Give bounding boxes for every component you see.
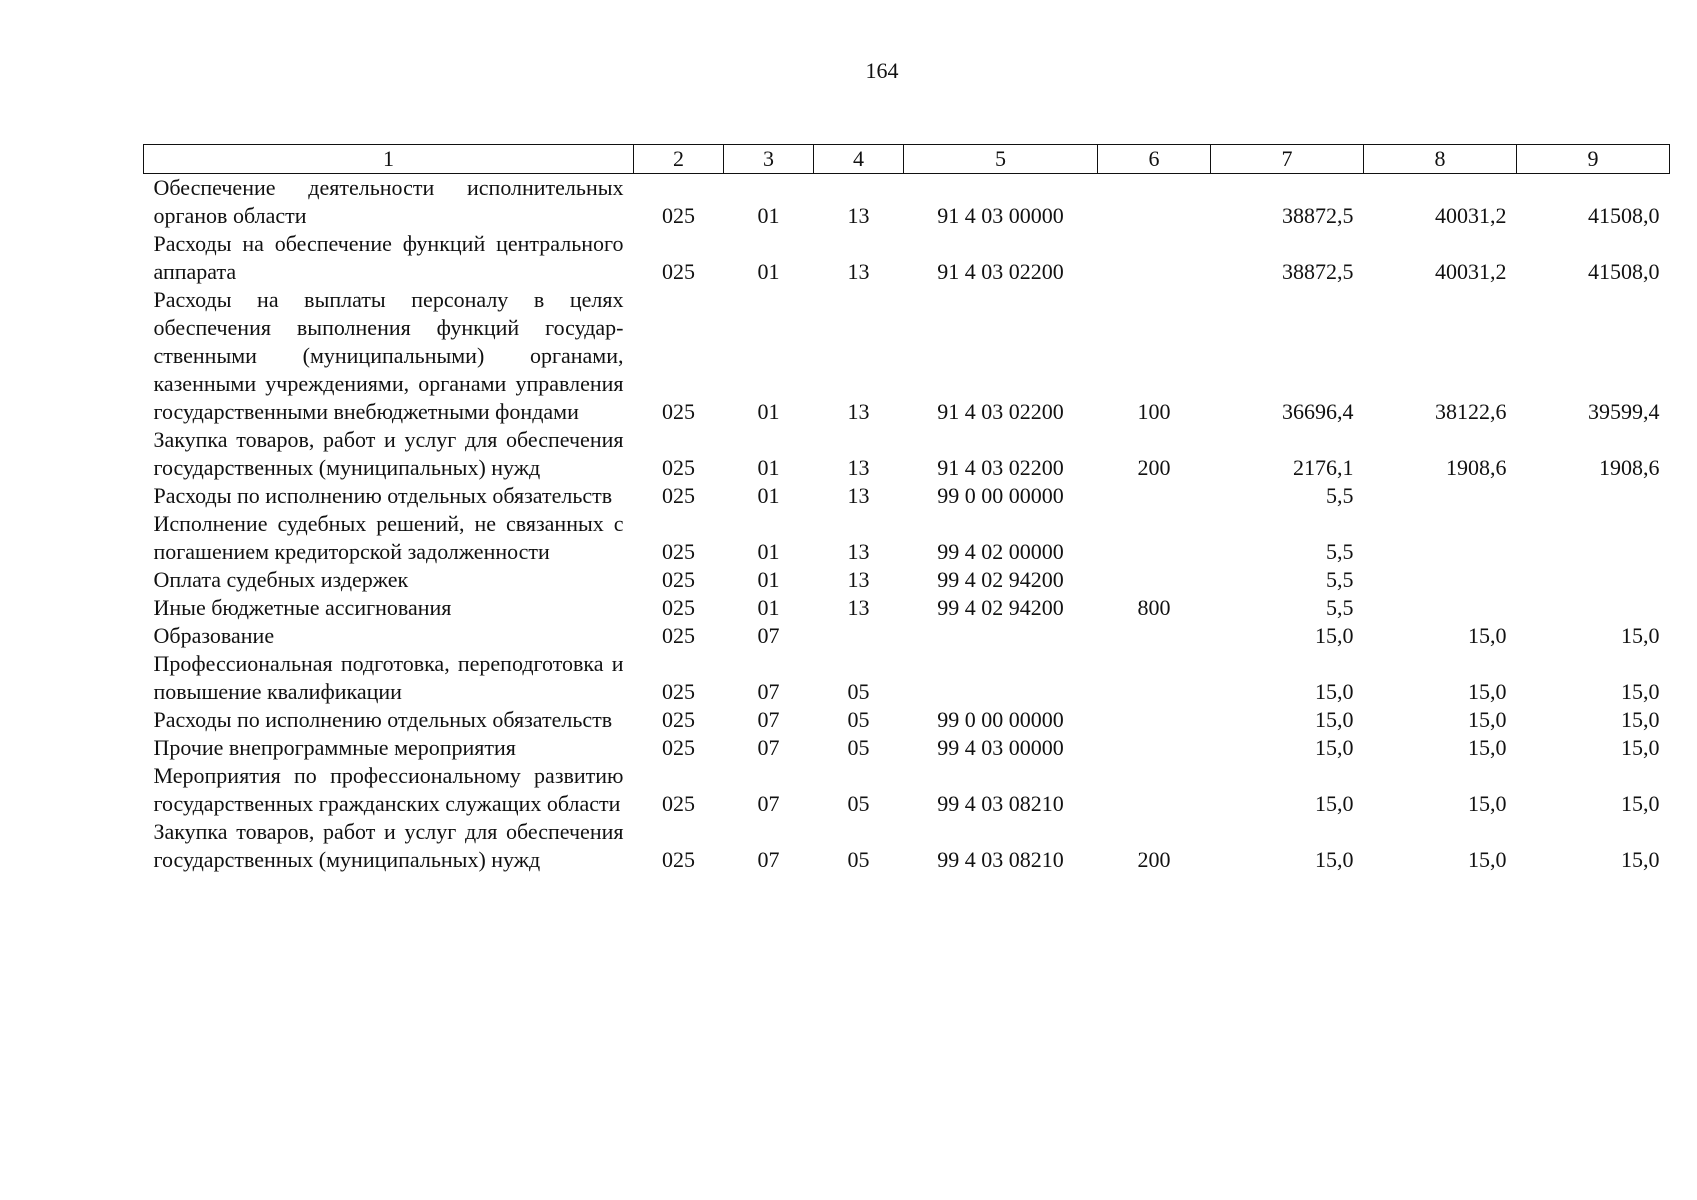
- cell-col-2: 025: [662, 791, 695, 816]
- cell-col-5: 91 4 03 02200: [937, 455, 1064, 480]
- row-title: Расходы по исполнению отдельных обязательств: [153, 483, 613, 508]
- cell-col-6: [1098, 482, 1211, 510]
- cell-col-7: 5,5: [1326, 567, 1354, 592]
- cell-col-4: 05: [847, 707, 870, 732]
- cell-col-9: [1517, 594, 1670, 622]
- cell-col-5: 91 4 03 02200: [937, 399, 1064, 424]
- row-title: Иные бюджетные ассигнования: [153, 595, 452, 620]
- table-header: [144, 145, 1670, 174]
- cell-col-8: 15,0: [1468, 679, 1507, 704]
- cell-col-2: 025: [662, 567, 695, 592]
- cell-col-8: [1364, 594, 1517, 622]
- cell-col-3: 01: [757, 259, 780, 284]
- table-row: [144, 622, 1670, 650]
- table-row: [144, 762, 1670, 818]
- cell-col-6: 200: [1137, 847, 1171, 872]
- cell-col-8: [1364, 510, 1517, 566]
- table-row: [144, 286, 1670, 426]
- cell-col-9: 15,0: [1621, 735, 1660, 760]
- cell-col-5: [904, 622, 1098, 650]
- cell-col-3: 07: [757, 791, 780, 816]
- cell-col-4: 13: [847, 203, 870, 228]
- cell-col-6: 100: [1137, 399, 1171, 424]
- cell-col-4: 13: [847, 259, 870, 284]
- cell-col-6: [1098, 510, 1211, 566]
- cell-col-8: 15,0: [1468, 791, 1507, 816]
- cell-col-2: 025: [662, 735, 695, 760]
- table-row: [144, 426, 1670, 482]
- cell-col-9: 15,0: [1621, 623, 1660, 648]
- cell-col-7: 15,0: [1315, 679, 1354, 704]
- row-title: Мероприятия по профессиональному развитию государственных гражданских служащих области: [153, 763, 624, 816]
- table-row: [144, 174, 1670, 231]
- header-row: [144, 145, 1670, 174]
- cell-col-3: 01: [757, 483, 780, 508]
- cell-col-5: 99 4 03 08210: [937, 847, 1064, 872]
- cell-col-4: 13: [847, 399, 870, 424]
- header-col-1: 1: [144, 145, 634, 174]
- row-title: Исполнение судебных решений, не связанных с погашением кредиторской задолженности: [153, 511, 624, 564]
- header-col-5: 5: [904, 145, 1098, 174]
- cell-col-3: 01: [757, 595, 780, 620]
- table-row: [144, 566, 1670, 594]
- table-row: [144, 734, 1670, 762]
- cell-col-8: 40031,2: [1435, 259, 1507, 284]
- header-col-8: 8: [1364, 145, 1517, 174]
- cell-col-7: 15,0: [1315, 735, 1354, 760]
- cell-col-8: 15,0: [1468, 847, 1507, 872]
- row-title: Профессиональная подготовка, переподготовка и повышение квалификации: [153, 651, 624, 704]
- cell-col-8: 38122,6: [1435, 399, 1507, 424]
- cell-col-7: 38872,5: [1282, 203, 1354, 228]
- cell-col-5: 99 4 02 00000: [937, 539, 1064, 564]
- table-row: [144, 510, 1670, 566]
- cell-col-5: 99 0 00 00000: [937, 483, 1064, 508]
- cell-col-5: 91 4 03 00000: [937, 203, 1064, 228]
- cell-col-9: 15,0: [1621, 679, 1660, 704]
- cell-col-2: 025: [662, 595, 695, 620]
- row-title: Прочие внепрограммные мероприятия: [153, 735, 516, 760]
- cell-col-4: [814, 622, 904, 650]
- cell-col-9: [1517, 510, 1670, 566]
- cell-col-5: 99 4 02 94200: [937, 567, 1064, 592]
- cell-col-9: 39599,4: [1588, 399, 1660, 424]
- budget-table: [143, 144, 1670, 874]
- table-row: [144, 230, 1670, 286]
- cell-col-6: [1098, 762, 1211, 818]
- cell-col-7: 2176,1: [1293, 455, 1354, 480]
- cell-col-5: 99 4 02 94200: [937, 595, 1064, 620]
- cell-col-2: 025: [662, 455, 695, 480]
- cell-col-2: 025: [662, 203, 695, 228]
- header-col-3: 3: [724, 145, 814, 174]
- cell-col-7: 15,0: [1315, 847, 1354, 872]
- cell-col-9: 41508,0: [1588, 203, 1660, 228]
- cell-col-7: 15,0: [1315, 791, 1354, 816]
- cell-col-6: [1098, 230, 1211, 286]
- cell-col-3: 01: [757, 539, 780, 564]
- cell-col-4: 05: [847, 847, 870, 872]
- cell-col-9: 15,0: [1621, 707, 1660, 732]
- cell-col-7: 15,0: [1315, 707, 1354, 732]
- cell-col-7: 5,5: [1326, 595, 1354, 620]
- cell-col-7: 5,5: [1326, 539, 1354, 564]
- cell-col-3: 07: [757, 847, 780, 872]
- table-row: [144, 706, 1670, 734]
- cell-col-5: [904, 650, 1098, 706]
- cell-col-7: 38872,5: [1282, 259, 1354, 284]
- cell-col-2: 025: [662, 679, 695, 704]
- cell-col-6: [1098, 650, 1211, 706]
- cell-col-9: 15,0: [1621, 847, 1660, 872]
- cell-col-3: 01: [757, 455, 780, 480]
- cell-col-6: [1098, 622, 1211, 650]
- cell-col-6: [1098, 706, 1211, 734]
- header-col-9: 9: [1517, 145, 1670, 174]
- cell-col-6: 200: [1137, 455, 1171, 480]
- table-body: [144, 174, 1670, 875]
- cell-col-6: 800: [1137, 595, 1171, 620]
- cell-col-8: [1364, 566, 1517, 594]
- row-title: Расходы по исполнению отдельных обязательств: [153, 707, 613, 732]
- cell-col-2: 025: [662, 399, 695, 424]
- cell-col-4: 13: [847, 539, 870, 564]
- cell-col-5: 99 4 03 00000: [937, 735, 1064, 760]
- cell-col-3: 07: [757, 707, 780, 732]
- cell-col-3: 07: [757, 735, 780, 760]
- row-title: Обеспечение деятельности исполнительных органов области: [153, 175, 624, 228]
- cell-col-3: 01: [757, 399, 780, 424]
- header-col-6: 6: [1098, 145, 1211, 174]
- cell-col-2: 025: [662, 539, 695, 564]
- cell-col-8: 15,0: [1468, 623, 1507, 648]
- header-col-2: 2: [634, 145, 724, 174]
- row-title: Расходы на выплаты персоналу в целях обеспечения выполнения функций государственными (муниципальными) органами, казенными учреждениями, органами управления государственными внебюджетными фондами: [153, 287, 624, 424]
- cell-col-3: 01: [757, 567, 780, 592]
- table-row: [144, 594, 1670, 622]
- cell-col-8: 1908,6: [1446, 455, 1507, 480]
- table-row: [144, 650, 1670, 706]
- cell-col-9: 15,0: [1621, 791, 1660, 816]
- cell-col-7: 15,0: [1315, 623, 1354, 648]
- cell-col-5: 91 4 03 02200: [937, 259, 1064, 284]
- cell-col-3: 07: [757, 623, 780, 648]
- cell-col-4: 13: [847, 567, 870, 592]
- cell-col-5: 99 0 00 00000: [937, 707, 1064, 732]
- cell-col-9: [1517, 482, 1670, 510]
- cell-col-6: [1098, 734, 1211, 762]
- cell-col-3: 01: [757, 203, 780, 228]
- cell-col-4: 13: [847, 483, 870, 508]
- row-title: Закупка товаров, работ и услуг для обеспечения государственных (муниципальных) нужд: [153, 427, 624, 480]
- cell-col-7: 36696,4: [1282, 399, 1354, 424]
- cell-col-8: 40031,2: [1435, 203, 1507, 228]
- cell-col-8: 15,0: [1468, 707, 1507, 732]
- row-title: Расходы на обеспечение функций центрального аппарата: [153, 231, 624, 284]
- cell-col-2: 025: [662, 483, 695, 508]
- cell-col-2: 025: [662, 623, 695, 648]
- cell-col-9: 41508,0: [1588, 259, 1660, 284]
- cell-col-5: 99 4 03 08210: [937, 791, 1064, 816]
- row-title: Оплата судебных издержек: [153, 567, 409, 592]
- cell-col-2: 025: [662, 847, 695, 872]
- table-row: [144, 818, 1670, 874]
- row-title: Закупка товаров, работ и услуг для обеспечения государственных (муниципальных) нужд: [153, 819, 624, 872]
- row-title: Образование: [153, 623, 275, 648]
- cell-col-8: [1364, 482, 1517, 510]
- cell-col-4: 05: [847, 791, 870, 816]
- table-row: [144, 482, 1670, 510]
- cell-col-2: 025: [662, 707, 695, 732]
- cell-col-4: 13: [847, 455, 870, 480]
- cell-col-4: 13: [847, 595, 870, 620]
- cell-col-4: 05: [847, 679, 870, 704]
- header-col-7: 7: [1211, 145, 1364, 174]
- cell-col-9: [1517, 566, 1670, 594]
- page-number: 164: [865, 58, 899, 83]
- cell-col-9: 1908,6: [1599, 455, 1660, 480]
- cell-col-7: 5,5: [1326, 483, 1354, 508]
- cell-col-4: 05: [847, 735, 870, 760]
- header-col-4: 4: [814, 145, 904, 174]
- cell-col-6: [1098, 566, 1211, 594]
- cell-col-2: 025: [662, 259, 695, 284]
- cell-col-3: 07: [757, 679, 780, 704]
- cell-col-6: [1098, 174, 1211, 231]
- cell-col-8: 15,0: [1468, 735, 1507, 760]
